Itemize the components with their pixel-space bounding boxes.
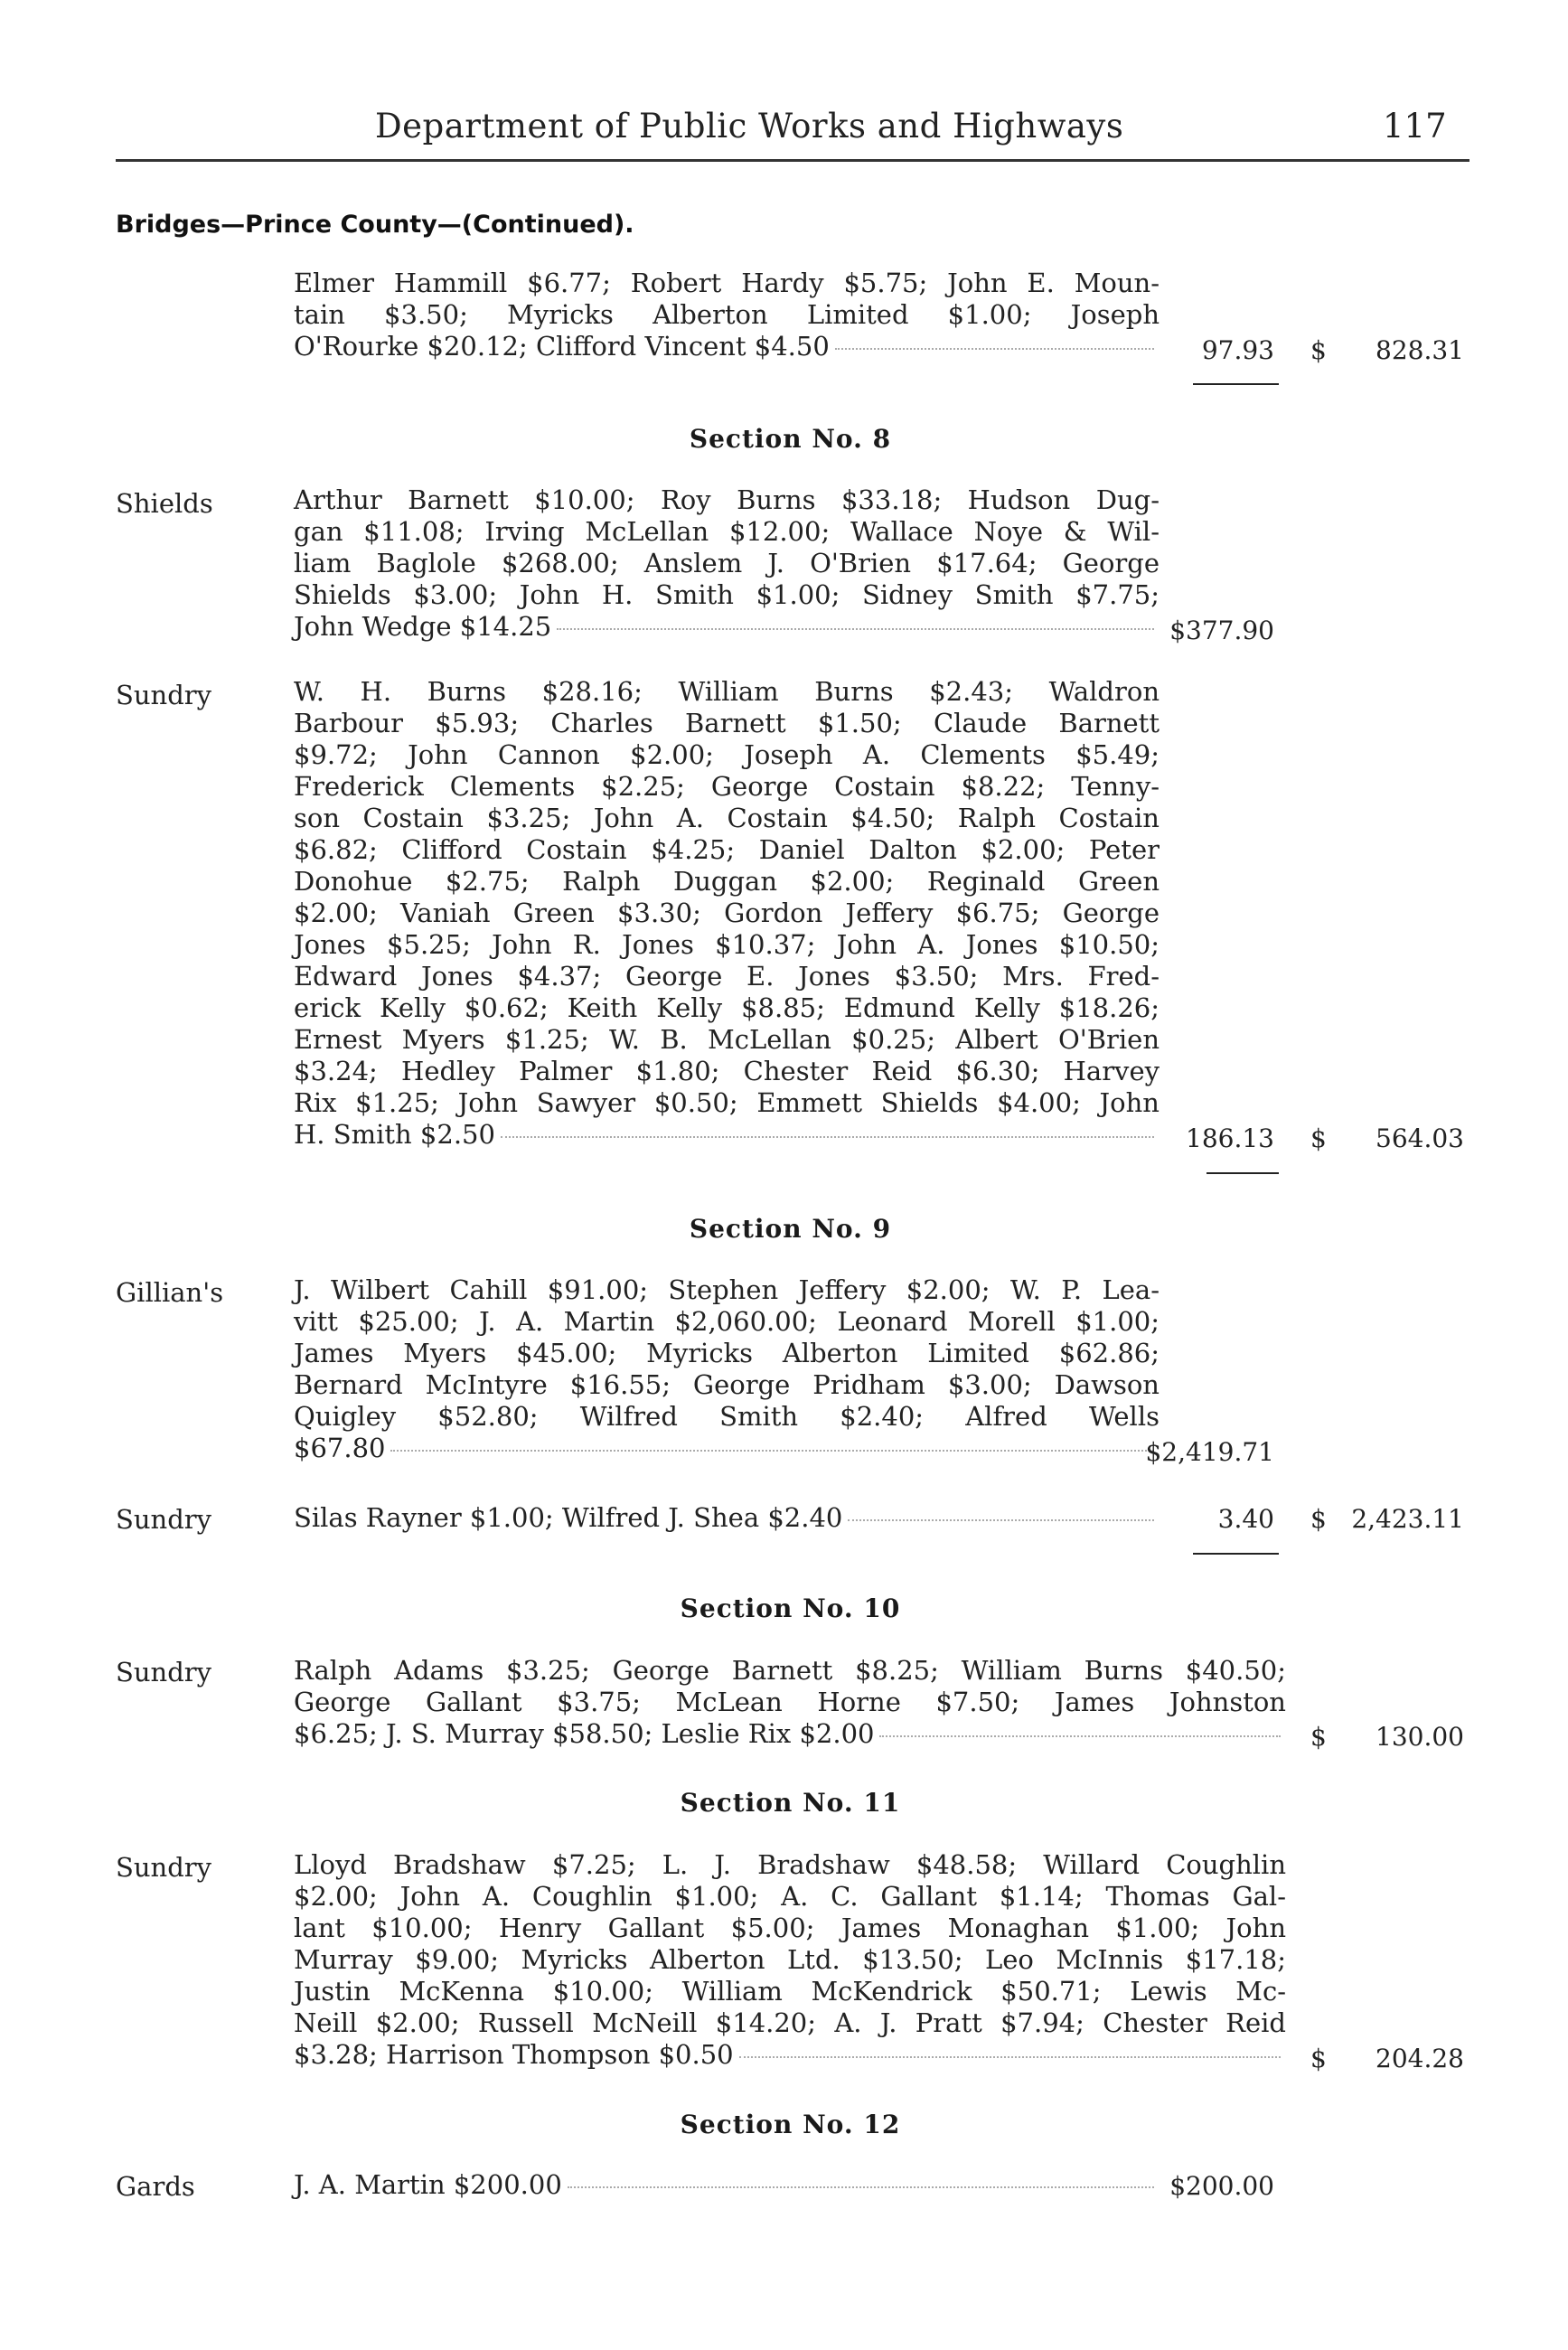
- header-rule: [116, 159, 1469, 162]
- entry-line: $6.82; Clifford Costain $4.25; Daniel Dalton $2.00; Peter: [294, 834, 1160, 865]
- entry-line: lant $10.00; Henry Gallant $5.00; James Monaghan $1.00; John: [294, 1913, 1286, 1943]
- entry-last-line: [294, 1433, 1160, 1464]
- entry-line: Bernard McIntyre $16.55; George Pridham $3.00; Dawson: [294, 1369, 1160, 1400]
- entry-last-line: [294, 331, 1160, 362]
- entry-gards: [294, 2169, 1160, 2201]
- entry-line: Neill $2.00; Russell McNeill $14.20; A. J. Pratt $7.94; Chester Reid: [294, 2007, 1286, 2038]
- location-label: Sundry: [116, 1657, 212, 1687]
- dot-leader: [835, 348, 1154, 350]
- entry-line: Ernest Myers $1.25; W. B. McLellan $0.25; Albert O'Brien: [294, 1024, 1160, 1055]
- section-heading-text: Section No. 9: [689, 1214, 892, 1244]
- amount: $2,419.71: [1145, 1437, 1274, 1467]
- section-heading-text: Section No. 10: [680, 1593, 901, 1623]
- section-heading-text: Section No. 12: [680, 2110, 901, 2139]
- entry-last-line: [294, 1718, 1286, 1750]
- entry-line: W. H. Burns $28.16; William Burns $2.43; Waldron: [294, 676, 1160, 707]
- section-heading: [0, 2110, 1568, 2139]
- entry-line: $2.00; John A. Coughlin $1.00; A. C. Gallant $1.14; Thomas Gal-: [294, 1881, 1286, 1912]
- entry-last-line: [294, 1119, 1160, 1151]
- entry-line: Justin McKenna $10.00; William McKendrick $50.71; Lewis Mc-: [294, 1976, 1286, 2007]
- section-heading: [0, 1214, 1568, 1244]
- location-label: Sundry: [116, 1504, 212, 1535]
- dot-leader: [501, 1136, 1154, 1138]
- dot-leader: [848, 1519, 1154, 1521]
- running-total: 204.28: [1376, 2044, 1464, 2073]
- location-label: Shields: [116, 488, 213, 519]
- section-heading-text: Section No. 8: [689, 424, 892, 454]
- entry-line: son Costain $3.25; John A. Costain $4.50; Ralph Costain: [294, 803, 1160, 833]
- amount: $377.90: [1169, 616, 1274, 645]
- entry-last-text: $6.25; J. S. Murray $58.50; Leslie Rix $2.00: [294, 1718, 875, 1749]
- entry-line: Rix $1.25; John Sawyer $0.50; Emmett Shields $4.00; John: [294, 1087, 1160, 1118]
- entry-last-text: $67.80: [294, 1433, 386, 1463]
- location-label: Sundry: [116, 1852, 212, 1883]
- entry-last-line: [294, 611, 1160, 643]
- entry-sundry: [294, 676, 1160, 1151]
- entry-last-text: J. A. Martin $200.00: [294, 2169, 562, 2200]
- amount: 186.13: [1186, 1123, 1274, 1153]
- location-label: Sundry: [116, 680, 212, 710]
- running-total: 828.31: [1376, 335, 1464, 365]
- entry-line: Murray $9.00; Myricks Alberton Ltd. $13.50; Leo McInnis $17.18;: [294, 1944, 1286, 1975]
- entry-line: Ralph Adams $3.25; George Barnett $8.25; William Burns $40.50;: [294, 1655, 1286, 1686]
- subtotal-rule: [1193, 383, 1279, 385]
- section-heading-text: Section No. 11: [680, 1788, 901, 1818]
- amount: 97.93: [1201, 335, 1274, 365]
- continued-heading: Bridges—Prince County—(Continued).: [116, 211, 634, 239]
- entry-sundry: [294, 1502, 1160, 1534]
- dollar-sign: $: [1310, 2044, 1327, 2073]
- entry-line: $2.00; Vaniah Green $3.30; Gordon Jeffery $6.75; George: [294, 898, 1160, 928]
- entry-sundry: [294, 1849, 1286, 2071]
- amount: $200.00: [1169, 2171, 1274, 2201]
- entry-line: Quigley $52.80; Wilfred Smith $2.40; Alfred Wells: [294, 1401, 1160, 1432]
- entry-line: liam Baglole $268.00; Anslem J. O'Brien $17.64; George: [294, 548, 1160, 578]
- dollar-sign: $: [1310, 1722, 1327, 1752]
- entry-line: Arthur Barnett $10.00; Roy Burns $33.18; Hudson Dug-: [294, 484, 1160, 515]
- location-label: Gillian's: [116, 1277, 224, 1308]
- entry-last-text: H. Smith $2.50: [294, 1119, 495, 1150]
- entry-last-line: [294, 2039, 1286, 2071]
- entry-line: George Gallant $3.75; McLean Horne $7.50; James Johnston: [294, 1687, 1286, 1717]
- subtotal-rule: [1207, 1172, 1279, 1174]
- amount: 3.40: [1217, 1504, 1274, 1534]
- entry-line: Donohue $2.75; Ralph Duggan $2.00; Reginald Green: [294, 866, 1160, 897]
- dot-leader: [739, 2056, 1281, 2058]
- entry-line: Edward Jones $4.37; George E. Jones $3.50; Mrs. Fred-: [294, 961, 1160, 992]
- entry-line: gan $11.08; Irving McLellan $12.00; Wallace Noye & Wil-: [294, 516, 1160, 547]
- page-number: 117: [1383, 107, 1447, 146]
- entry-last-line: [294, 1502, 1160, 1534]
- dollar-sign: $: [1310, 1504, 1327, 1534]
- dot-leader: [879, 1735, 1281, 1737]
- entry-last-line: [294, 2169, 1160, 2201]
- entry-last-text: Silas Rayner $1.00; Wilfred J. Shea $2.40: [294, 1502, 843, 1533]
- entry-shields: [294, 484, 1160, 643]
- page-header-title: Department of Public Works and Highways: [375, 107, 1124, 146]
- entry-line: Jones $5.25; John R. Jones $10.37; John A. Jones $10.50;: [294, 929, 1160, 960]
- entry-line: Elmer Hammill $6.77; Robert Hardy $5.75; John E. Moun-: [294, 268, 1160, 298]
- entry-line: Frederick Clements $2.25; George Costain $8.22; Tenny-: [294, 771, 1160, 802]
- running-total: 2,423.11: [1351, 1504, 1464, 1534]
- entry-line: $9.72; John Cannon $2.00; Joseph A. Clements $5.49;: [294, 739, 1160, 770]
- entry-line: vitt $25.00; J. A. Martin $2,060.00; Leonard Morell $1.00;: [294, 1306, 1160, 1337]
- entry-continued: [294, 268, 1160, 362]
- dot-leader: [557, 628, 1154, 630]
- entry-sundry: [294, 1655, 1286, 1750]
- location-label: Gards: [116, 2171, 195, 2202]
- running-total: 130.00: [1376, 1722, 1464, 1752]
- entry-line: erick Kelly $0.62; Keith Kelly $8.85; Edmund Kelly $18.26;: [294, 992, 1160, 1023]
- subtotal-rule: [1193, 1553, 1279, 1555]
- dollar-sign: $: [1310, 1123, 1327, 1153]
- entry-line: Lloyd Bradshaw $7.25; L. J. Bradshaw $48.58; Willard Coughlin: [294, 1849, 1286, 1880]
- section-heading: [0, 1593, 1568, 1623]
- section-heading: [0, 424, 1568, 454]
- entry-gillians: [294, 1274, 1160, 1464]
- entry-last-text: $3.28; Harrison Thompson $0.50: [294, 2039, 734, 2070]
- entry-line: J. Wilbert Cahill $91.00; Stephen Jeffery $2.00; W. P. Lea-: [294, 1274, 1160, 1305]
- entry-last-text: O'Rourke $20.12; Clifford Vincent $4.50: [294, 331, 830, 362]
- dot-leader: [568, 2186, 1154, 2188]
- entry-line: $3.24; Hedley Palmer $1.80; Chester Reid $6.30; Harvey: [294, 1056, 1160, 1086]
- dollar-sign: $: [1310, 335, 1327, 365]
- entry-line: Barbour $5.93; Charles Barnett $1.50; Claude Barnett: [294, 708, 1160, 738]
- entry-line: tain $3.50; Myricks Alberton Limited $1.00; Joseph: [294, 299, 1160, 330]
- entry-last-text: John Wedge $14.25: [294, 611, 552, 642]
- section-heading: [0, 1788, 1568, 1818]
- entry-line: James Myers $45.00; Myricks Alberton Limited $62.86;: [294, 1338, 1160, 1368]
- entry-line: Shields $3.00; John H. Smith $1.00; Sidney Smith $7.75;: [294, 579, 1160, 610]
- dot-leader: [390, 1450, 1154, 1452]
- running-total: 564.03: [1376, 1123, 1464, 1153]
